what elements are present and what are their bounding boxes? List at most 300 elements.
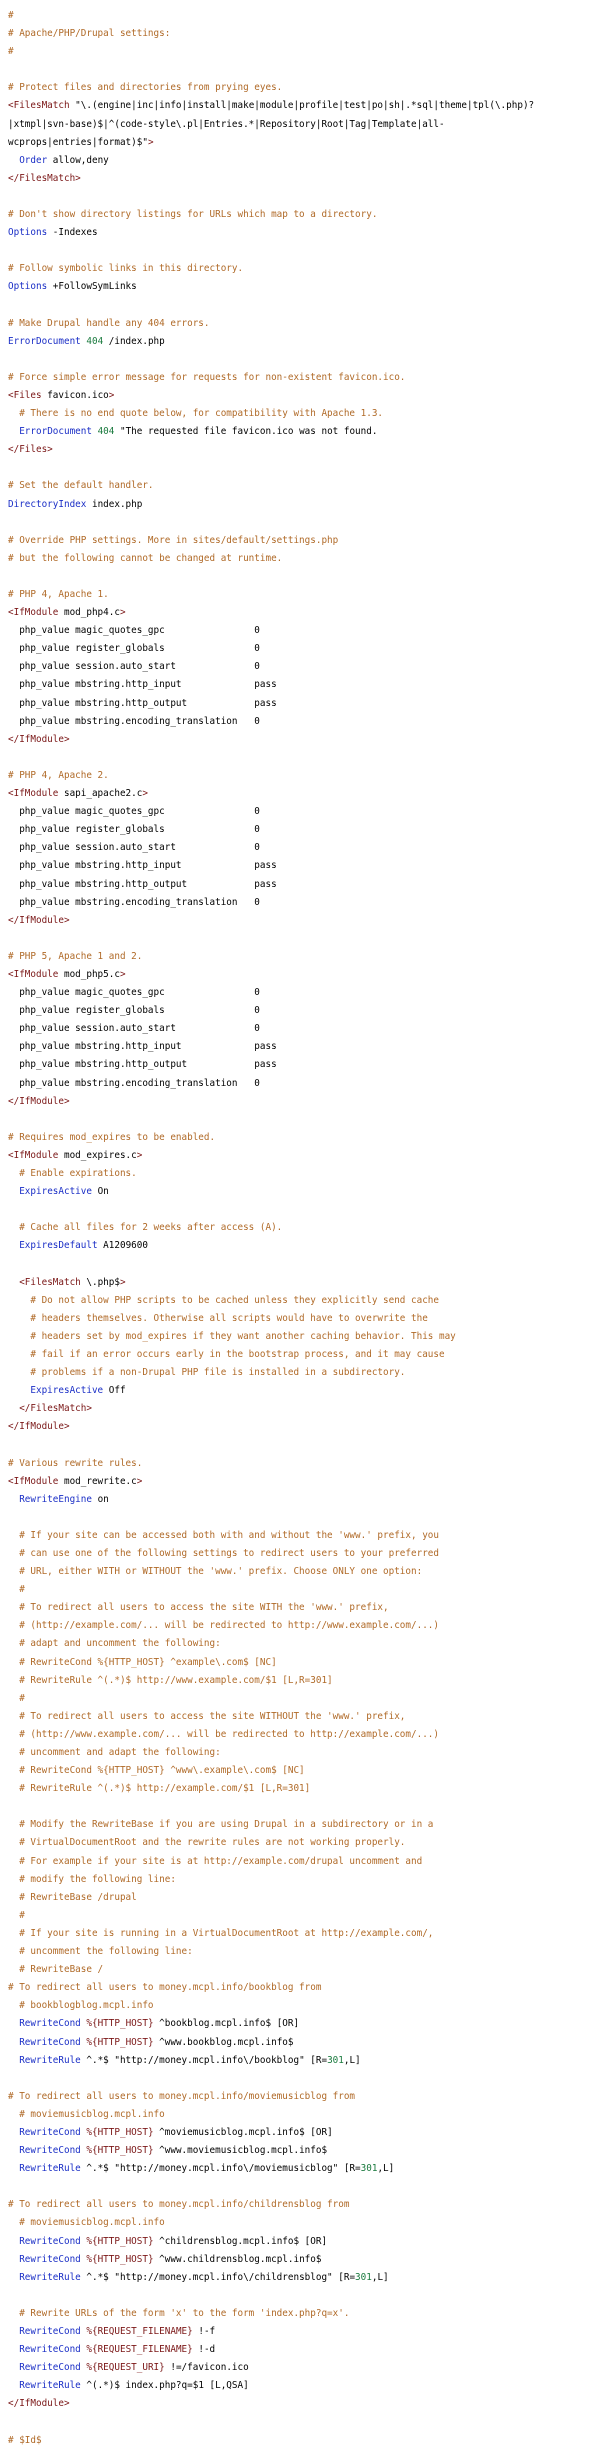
code-line [8, 1346, 600, 1364]
comment: # modify the following line: [8, 1873, 176, 1885]
plain-text: php_value mbstring.http_output pass [8, 697, 277, 709]
code-line [8, 2070, 600, 2088]
directive-keyword: RewriteCond [19, 2362, 81, 2374]
section-tag: %{REQUEST_FILENAME} [86, 2326, 193, 2337]
code-line [8, 966, 600, 984]
plain-text [8, 1403, 19, 1414]
plain-text: php_value mbstring.http_input pass [8, 860, 277, 872]
plain-text: ^.*$ "http://money.mcpl.info\/moviemusicblog" [R= [80, 2163, 361, 2175]
plain-text: ,L] [377, 2163, 395, 2175]
section-tag: </IfModule> [8, 733, 70, 745]
section-tag: <IfModule [8, 968, 59, 980]
comment: # RewriteBase /drupal [8, 1891, 137, 1903]
code-line [8, 1726, 600, 1744]
code-line [8, 1853, 600, 1871]
comment: # If your site is running in a VirtualDocumentRoot at http://example.com/, [8, 1927, 434, 1939]
code-line [8, 1617, 600, 1635]
comment: # [8, 1692, 25, 1704]
section-tag: %{REQUEST_FILENAME} [86, 2344, 193, 2356]
directive-keyword: ExpiresDefault [19, 1240, 98, 1252]
code-line [8, 532, 600, 550]
plain-text: php_value magic_quotes_gpc 0 [8, 625, 260, 637]
section-tag: > [142, 788, 148, 800]
code-line [8, 1075, 600, 1093]
comment: # can use one of the following settings to redirect users to your preferred [8, 1547, 439, 1559]
code-line [8, 1292, 600, 1310]
code-line [8, 224, 600, 242]
code-line [8, 2359, 600, 2377]
code-line [8, 1364, 600, 1382]
code-line [8, 1509, 600, 1527]
comment: # Protect files and directories from prying eyes. [8, 82, 283, 94]
comment: # To redirect all users to money.mcpl.info/bookblog from [8, 1982, 322, 1994]
code-line [8, 803, 600, 821]
code-line [8, 2052, 600, 2070]
section-tag: > [119, 968, 126, 980]
code-line [8, 351, 600, 369]
section-tag: </IfModule> [8, 1095, 70, 1107]
code-line [8, 930, 600, 948]
section-tag: > [136, 1149, 143, 1161]
comment: # To redirect all users to access the site WITHOUT the 'www.' prefix, [8, 1710, 406, 1722]
section-tag: </Files> [8, 444, 53, 456]
code-line [8, 405, 600, 423]
plain-text: wcprops|entries|format)$" [8, 136, 148, 148]
code-line [8, 2269, 600, 2287]
section-tag: </IfModule> [8, 1421, 70, 1433]
plain-text [8, 426, 19, 437]
code-line [8, 695, 600, 713]
code-line [8, 97, 600, 115]
directive-keyword: RewriteCond [19, 2145, 81, 2157]
code-line [8, 1473, 600, 1491]
code-line [8, 1111, 600, 1129]
comment: # Do not allow PHP scripts to be cached unless they explicitly send cache [8, 1294, 439, 1306]
code-line [8, 749, 600, 767]
comment: # VirtualDocumentRoot and the rewrite rules are not working properly. [8, 1837, 406, 1849]
plain-text: mod_expires.c [58, 1149, 137, 1161]
code-line [8, 2233, 600, 2251]
code-line [8, 2341, 600, 2359]
code-line [8, 1129, 600, 1147]
comment: # To redirect all users to money.mcpl.info/childrensblog from [8, 2199, 350, 2211]
plain-text: mod_rewrite.c [58, 1475, 137, 1487]
plain-text: php_value mbstring.http_input pass [8, 1041, 277, 1053]
code-line [8, 1491, 600, 1509]
comment: # bookblogblog.mcpl.info [8, 2000, 154, 2012]
plain-text: favicon.ico [41, 389, 109, 401]
comment: # PHP 4, Apache 1. [8, 589, 109, 600]
code-line [8, 2323, 600, 2341]
code-line [8, 2251, 600, 2269]
code-line [8, 1672, 600, 1690]
directive-keyword: DirectoryIndex [8, 498, 87, 510]
number-literal: 301 [327, 2054, 344, 2066]
code-line [8, 1581, 600, 1599]
code-line [8, 477, 600, 495]
code-line [8, 1165, 600, 1183]
code-line [8, 1455, 600, 1473]
plain-text: On [91, 1186, 109, 1198]
section-tag: > [147, 136, 154, 148]
section-tag: </FilesMatch> [8, 172, 81, 184]
directive-keyword: RewriteCond [19, 2253, 81, 2265]
code-line [8, 2142, 600, 2160]
plain-text: index.php [86, 498, 143, 510]
directive-keyword: ExpiresActive [19, 1186, 92, 1198]
code-line [8, 640, 600, 658]
plain-text: php_value register_globals 0 [8, 824, 260, 836]
code-line [8, 1328, 600, 1346]
section-tag: > [108, 389, 115, 401]
code-line [8, 1780, 600, 1798]
comment: # To redirect all users to money.mcpl.info/moviemusicblog from [8, 2090, 356, 2102]
plain-text: php_value magic_quotes_gpc 0 [8, 806, 260, 818]
plain-text: \.php$ [80, 1276, 120, 1288]
directive-keyword: ErrorDocument [8, 335, 81, 347]
code-line [8, 1708, 600, 1726]
plain-text: "The requested file favicon.ico was not found. [114, 426, 378, 438]
comment: # RewriteCond %{HTTP_HOST} ^www\.example\.com$ [NC] [8, 1765, 305, 1777]
code-line [8, 586, 600, 604]
plain-text [8, 2236, 19, 2247]
comment: # headers themselves. Otherwise all scripts would have to overwrite the [8, 1312, 428, 1324]
plain-text: !-f [192, 2326, 216, 2337]
comment: # (http://example.com/... will be redirected to http://www.example.com/...) [8, 1620, 439, 1632]
comment: # headers set by mod_expires if they want another caching behavior. This may [8, 1330, 456, 1342]
code-line [8, 1400, 600, 1418]
comment: # For example if your site is at http://example.com/drupal uncomment and [8, 1855, 423, 1867]
plain-text: sapi_apache2.c [58, 788, 143, 800]
comment: # moviemusicblog.mcpl.info [8, 2108, 165, 2120]
comment: # uncomment the following line: [8, 1946, 193, 1958]
code-line [8, 423, 600, 441]
comment: # RewriteCond %{HTTP_HOST} ^example\.com$ [NC] [8, 1656, 277, 1668]
plain-text: mod_php4.c [58, 607, 120, 619]
comment: # Requires mod_expires to be enabled. [8, 1131, 216, 1143]
code-line [8, 514, 600, 532]
code-line [8, 7, 600, 25]
code-line [8, 821, 600, 839]
directive-keyword: RewriteRule [19, 2163, 81, 2175]
comment: # Enable expirations. [8, 1168, 137, 1179]
section-tag: > [119, 607, 126, 619]
comment: # PHP 4, Apache 2. [8, 769, 109, 781]
code-line [8, 1834, 600, 1852]
comment: # Force simple error message for requests for non-existent favicon.ico. [8, 371, 406, 383]
comment: # RewriteRule ^(.*)$ http://example.com/$1 [L,R=301] [8, 1783, 311, 1795]
code-line [8, 1038, 600, 1056]
code-line [8, 1219, 600, 1237]
code-line [8, 1997, 600, 2015]
comment: # moviemusicblog.mcpl.info [8, 2217, 165, 2229]
number-literal: 404 [97, 426, 115, 438]
code-line [8, 2015, 600, 2033]
plain-text: php_value session.auto_start 0 [8, 842, 260, 854]
code-line [8, 2106, 600, 2124]
code-line [8, 839, 600, 857]
section-tag: </IfModule> [8, 914, 70, 926]
directive-keyword: RewriteRule [19, 2054, 81, 2066]
code-line [8, 912, 600, 930]
plain-text: ^www.bookblog.mcpl.info$ [153, 2036, 294, 2048]
plain-text: ^bookblog.mcpl.info$ [OR] [153, 2018, 300, 2030]
code-line [8, 622, 600, 640]
plain-text: /index.php [103, 335, 165, 347]
plain-text [8, 2254, 19, 2265]
code-line [8, 857, 600, 875]
plain-text [8, 2344, 19, 2355]
code-line [8, 333, 600, 351]
comment: # URL, either WITH or WITHOUT the 'www.' prefix. Choose ONLY one option: [8, 1566, 423, 1578]
comment: # PHP 5, Apache 1 and 2. [8, 950, 143, 962]
code-line [8, 894, 600, 912]
plain-text: php_value magic_quotes_gpc 0 [8, 987, 260, 999]
code-line [8, 550, 600, 568]
code-line [8, 767, 600, 785]
directive-keyword: Order [19, 154, 48, 166]
code-line [8, 260, 600, 278]
plain-text: +FollowSymLinks [47, 281, 137, 293]
comment: # Set the default handler. [8, 480, 154, 492]
plain-text: php_value mbstring.http_output pass [8, 1059, 277, 1071]
code-line [8, 1762, 600, 1780]
number-literal: 404 [86, 335, 104, 347]
code-line [8, 1093, 600, 1111]
code-line [8, 170, 600, 188]
directive-keyword: RewriteCond [19, 2326, 81, 2337]
plain-text: php_value session.auto_start 0 [8, 661, 260, 673]
comment: # [8, 10, 14, 21]
code-line [8, 1961, 600, 1979]
plain-text: ^www.childrensblog.mcpl.info$ [153, 2253, 322, 2265]
code-line [8, 2413, 600, 2431]
plain-text: A1209600 [97, 1240, 148, 1252]
code-line [8, 1654, 600, 1672]
code-line [8, 1744, 600, 1762]
plain-text: !=/favicon.ico [164, 2362, 249, 2374]
section-tag: > [119, 1276, 126, 1288]
code-line [8, 441, 600, 459]
code-line [8, 1635, 600, 1653]
code-line [8, 1798, 600, 1816]
plain-text: ^childrensblog.mcpl.info$ [OR] [153, 2235, 328, 2247]
directive-keyword: RewriteCond [19, 2126, 81, 2138]
code-line [8, 1237, 600, 1255]
plain-text: ,L] [371, 2271, 389, 2283]
comment: # [8, 1584, 25, 1596]
code-line [8, 2395, 600, 2413]
section-tag: %{HTTP_HOST} [86, 2253, 154, 2265]
code-line [8, 2124, 600, 2142]
section-tag: <IfModule [8, 607, 59, 619]
section-tag: <IfModule [8, 788, 59, 800]
plain-text: !-d [192, 2344, 216, 2356]
code-line [8, 152, 600, 170]
directive-keyword: ErrorDocument [19, 426, 92, 438]
code-line [8, 2214, 600, 2232]
section-tag: <FilesMatch [19, 1276, 81, 1288]
plain-text [8, 155, 19, 166]
code-line [8, 1418, 600, 1436]
directive-keyword: Options [8, 227, 48, 239]
code-line [8, 713, 600, 731]
code-line [8, 1907, 600, 1925]
section-tag: <IfModule [8, 1149, 59, 1161]
plain-text: ^moviemusicblog.mcpl.info$ [OR] [153, 2126, 333, 2138]
directive-keyword: Options [8, 281, 48, 293]
code-line [8, 116, 600, 134]
code-line [8, 604, 600, 622]
plain-text: Off [103, 1385, 126, 1397]
comment: # Various rewrite rules. [8, 1457, 143, 1469]
section-tag: </FilesMatch> [19, 1403, 92, 1415]
number-literal: 301 [355, 2271, 372, 2283]
comment: # RewriteRule ^(.*)$ http://www.example.com/$1 [L,R=301] [8, 1674, 333, 1686]
plain-text: php_value mbstring.encoding_translation 0 [8, 896, 260, 908]
code-line [8, 459, 600, 477]
code-line [8, 2305, 600, 2323]
code-line [8, 948, 600, 966]
plain-text: php_value mbstring.encoding_translation 0 [8, 715, 260, 727]
comment: # adapt and uncomment the following: [8, 1638, 221, 1650]
plain-text: ^(.*)$ index.php?q=$1 [L,QSA] [80, 2380, 249, 2392]
code-line [8, 387, 600, 405]
code-line [8, 25, 600, 43]
code-line [8, 2196, 600, 2214]
comment: # There is no end quote below, for compatibility with Apache 1.3. [8, 408, 384, 420]
comment: # To redirect all users to access the site WITH the 'www.' prefix, [8, 1602, 389, 1614]
comment: # fail if an error occurs early in the bootstrap process, and it may cause [8, 1348, 445, 1360]
code-line [8, 1563, 600, 1581]
plain-text: php_value mbstring.encoding_translation 0 [8, 1077, 260, 1089]
code-line [8, 1274, 600, 1292]
plain-text: mod_php5.c [58, 968, 120, 980]
section-tag: %{HTTP_HOST} [86, 2036, 154, 2048]
plain-text [8, 2037, 19, 2048]
directive-keyword: RewriteRule [19, 2271, 81, 2283]
plain-text [8, 1240, 19, 1251]
section-tag: %{HTTP_HOST} [86, 2145, 154, 2157]
code-line [8, 1545, 600, 1563]
comment: # Cache all files for 2 weeks after access (A). [8, 1222, 283, 1234]
code-line [8, 242, 600, 260]
plain-text [8, 2163, 19, 2174]
section-tag: <FilesMatch [8, 100, 70, 112]
code-line [8, 1382, 600, 1400]
directive-keyword: ExpiresActive [30, 1385, 104, 1397]
section-tag: %{REQUEST_URI} [86, 2362, 165, 2374]
code-line [8, 876, 600, 894]
code-line [8, 1255, 600, 1273]
code-line [8, 2178, 600, 2196]
plain-text: allow,deny [47, 154, 109, 166]
section-tag: <IfModule [8, 1475, 59, 1487]
section-tag: <Files [8, 389, 42, 401]
comment: # (http://www.example.com/... will be redirected to http://example.com/...) [8, 1728, 439, 1740]
code-line [8, 984, 600, 1002]
plain-text: php_value register_globals 0 [8, 643, 260, 655]
plain-text [8, 2055, 19, 2066]
code-line [8, 278, 600, 296]
comment: # Apache/PHP/Drupal settings: [8, 28, 171, 40]
code-line [8, 1436, 600, 1454]
code-line [8, 1816, 600, 1834]
plain-text [8, 2272, 19, 2283]
code-line [8, 297, 600, 315]
comment: # Don't show directory listings for URLs which map to a directory. [8, 209, 378, 221]
code-line [8, 1979, 600, 1997]
code-line [8, 1147, 600, 1165]
plain-text [8, 2380, 19, 2391]
comment: # but the following cannot be changed at runtime. [8, 552, 283, 564]
code-line [8, 568, 600, 586]
comment: # [8, 1909, 25, 1921]
section-tag: %{HTTP_HOST} [86, 2018, 154, 2030]
plain-text: php_value mbstring.http_output pass [8, 878, 277, 890]
code-line [8, 676, 600, 694]
comment: # uncomment and adapt the following: [8, 1747, 221, 1758]
code-line [8, 496, 600, 514]
section-tag: %{HTTP_HOST} [86, 2235, 154, 2247]
comment: # Rewrite URLs of the form 'x' to the form 'index.php?q=x'. [8, 2307, 350, 2319]
section-tag: %{HTTP_HOST} [86, 2126, 154, 2138]
plain-text: ^www.moviemusicblog.mcpl.info$ [153, 2145, 328, 2157]
code-line [8, 1871, 600, 1889]
code-line [8, 1599, 600, 1617]
plain-text: |xtmpl|svn-base)$|^(code-style\.pl|Entries.*|Repository|Root|Tag|Template|all- [8, 118, 445, 130]
plain-text: ^.*$ "http://money.mcpl.info\/childrensblog" [R= [80, 2271, 356, 2283]
comment: # [8, 46, 14, 58]
comment: # Follow symbolic links in this directory. [8, 263, 244, 275]
code-line [8, 1183, 600, 1201]
code-line [8, 61, 600, 79]
directive-keyword: RewriteCond [19, 2018, 81, 2030]
plain-text: -Indexes [47, 227, 98, 239]
code-line [8, 134, 600, 152]
code-line [8, 2034, 600, 2052]
plain-text [8, 2326, 19, 2337]
section-tag: </IfModule> [8, 2398, 70, 2410]
code-line [8, 658, 600, 676]
code-line [8, 2088, 600, 2106]
code-line [8, 1310, 600, 1328]
directive-keyword: RewriteRule [19, 2380, 81, 2392]
code-line [8, 1925, 600, 1943]
code-line [8, 369, 600, 387]
code-line [8, 1690, 600, 1708]
comment: # Override PHP settings. More in sites/default/settings.php [8, 534, 339, 546]
code-line [8, 1889, 600, 1907]
plain-text [8, 1494, 19, 1505]
plain-text: php_value register_globals 0 [8, 1005, 260, 1017]
directive-keyword: RewriteEngine [19, 1493, 92, 1505]
comment: # Make Drupal handle any 404 errors. [8, 317, 210, 329]
code-line [8, 188, 600, 206]
code-line [8, 2287, 600, 2305]
plain-text [8, 1186, 19, 1197]
directive-keyword: RewriteCond [19, 2344, 81, 2356]
number-literal: 301 [360, 2163, 378, 2175]
code-line [8, 1527, 600, 1545]
code-line [8, 206, 600, 224]
code-line [8, 1056, 600, 1074]
plain-text [8, 2127, 19, 2138]
directive-keyword: RewriteCond [19, 2235, 81, 2247]
plain-text: "\.(engine|inc|info|install|make|module|profile|test|po|sh|.*sql|theme|tpl(\.php)? [69, 100, 535, 112]
plain-text [8, 2145, 19, 2156]
plain-text [8, 2018, 19, 2029]
